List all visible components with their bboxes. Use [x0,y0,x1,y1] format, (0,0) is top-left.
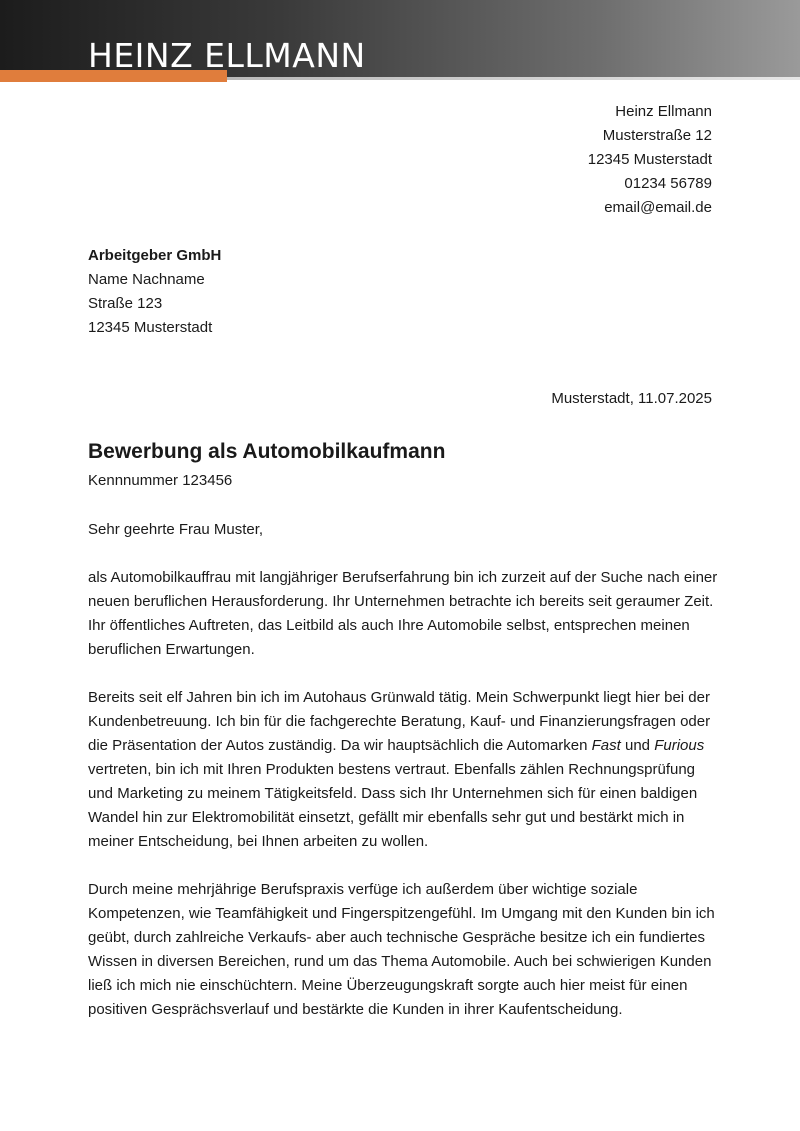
recipient-contact: Name Nachname [88,271,205,288]
reference-number: Kennnummer 123456 [88,472,233,489]
brand-name-furious: Furious [654,737,705,754]
sender-name: Heinz Ellmann [615,103,712,120]
sender-city: 12345 Musterstadt [587,151,712,168]
body-paragraph-1: als Automobilkauffrau mit langjähriger Berufserfahrung bin ich zurzeit auf der Suche nach einer neuen beruflichen Herausforderung. Ihr Unternehmen betrachte ich bereits seit geraumer Zeit. Ihr öffentliches Auftreten, das Leitbild als auch Ihre Automobile selbst, entsprechen meinen beruflichen Erwartungen. [88,569,718,658]
sender-street: Musterstraße 12 [602,127,712,144]
recipient-company: Arbeitgeber GmbH [88,247,222,264]
body-paragraph-2-and: und [620,737,655,754]
body-paragraph-2 [88,686,718,854]
recipient-address-block [88,244,221,340]
sender-phone: 01234 56789 [624,175,712,192]
brand-name-fast: Fast [591,737,621,754]
sender-address-block [588,100,712,220]
letter-body [88,566,718,1046]
body-paragraph-2-part-a: Bereits seit elf Jahren bin ich im Autohaus Grünwald tätig. Mein Schwerpunkt liegt hier bei der Kundenbetreuung. Ich bin für die fachgerechte Beratung, Kauf- und Finanzierungsfragen oder die Präsentation der Autos zuständig. Da wir hauptsächlich die Automarken [88,689,711,754]
body-paragraph-2-part-b: vertreten, bin ich mit Ihren Produkten bestens vertraut. Ebenfalls zählen Rechnungsprüfung und Marketing zu meinem Tätigkeitsfeld. Dass sich Ihr Unternehmen sich für einen baldigen Wandel hin zur Elektromobilität einsetzt, gefällt mir ebenfalls sehr gut und bestärkt mich in meiner Entscheidung, bei Ihnen arbeiten zu wollen. [88,761,698,850]
sender-email: email@email.de [604,199,712,216]
salutation: Sehr geehrte Frau Muster, [88,521,264,538]
letter-subject: Bewerbung als Automobilkaufmann [88,440,446,463]
body-paragraph-3: Durch meine mehrjährige Berufspraxis verfüge ich außerdem über wichtige soziale Kompetenzen, wie Teamfähigkeit und Fingerspitzengefühl. Im Umgang mit den Kunden bin ich geübt, durch zahlreiche Verkaufs- aber auch technische Gespräche besitze ich ein fundiertes Wissen in diversen Bereichen, rund um das Thema Automobile. Auch bei schwierigen Kunden ließ ich mich nie einschüchtern. Meine Überzeugungskraft sorgte auch hier meist für einen positiven Gesprächsverlauf und bestärkte die Kunden in ihrer Kaufentscheidung. [88,881,715,1018]
recipient-street: Straße 123 [88,295,163,312]
header-divider-line [227,77,800,80]
recipient-city: 12345 Musterstadt [88,319,213,336]
applicant-name-heading: HEINZ ELLMANN [88,36,366,75]
letter-date: Musterstadt, 11.07.2025 [551,390,712,407]
